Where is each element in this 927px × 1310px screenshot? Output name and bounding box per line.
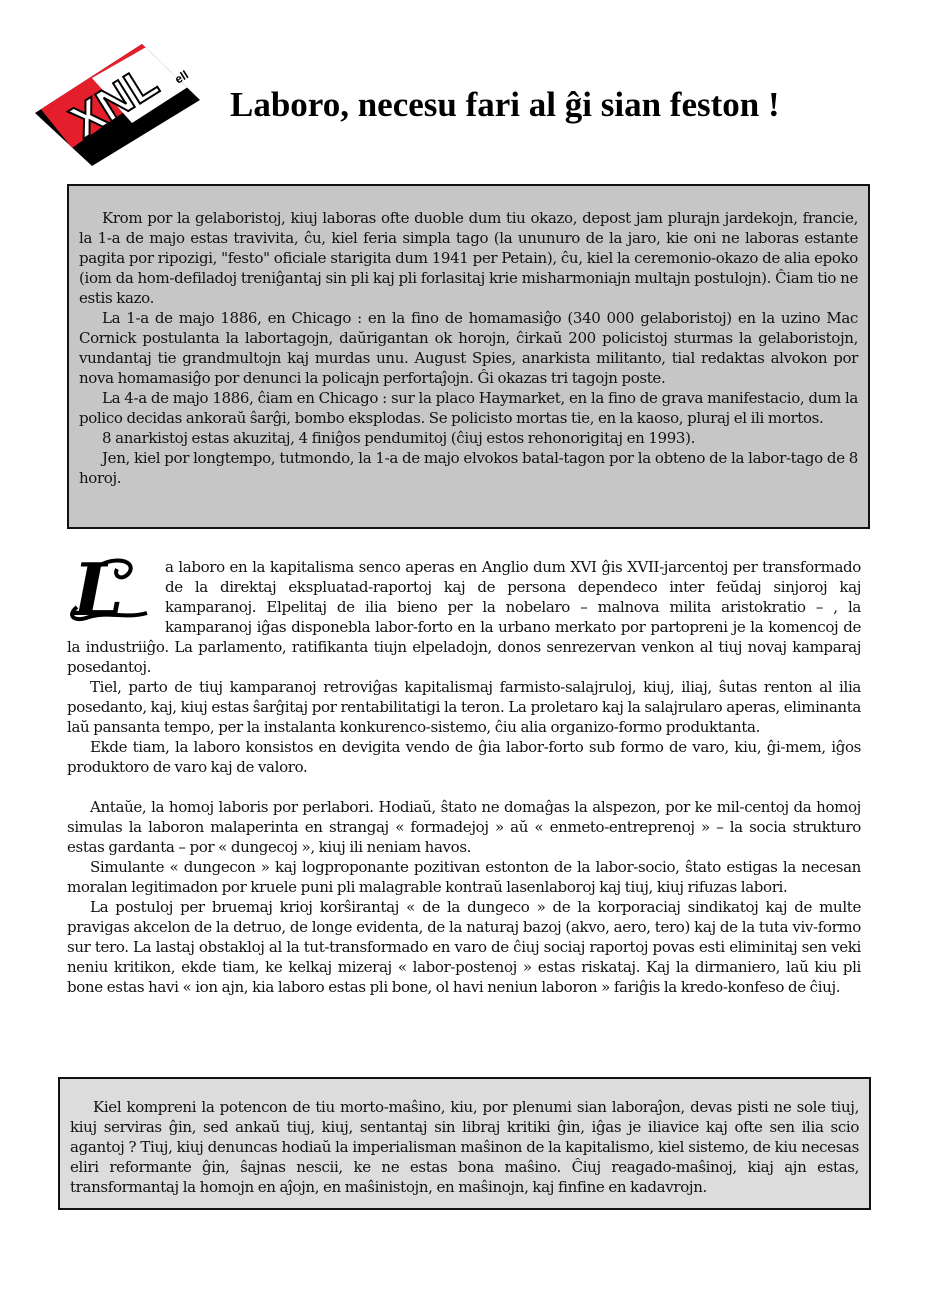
logo-superscript: ell bbox=[172, 67, 191, 87]
article-paragraph-4: Antaŭe, la homoj laboris por perlabori. Hodiaŭ, ŝtato ne domaĝas la alspezon, por ke mil-centoj da homoj simulas la laboron malaperinta en strangaj « formadejoj » aŭ « enmeto-entreprenoj » – la socia strukturo estas gardanta – por « dungecoj », kiuj ili neniam havos. bbox=[67, 798, 861, 856]
closing-box bbox=[58, 1077, 871, 1210]
article-paragraph-3: Ekde tiam, la laboro konsistos en devigita vendo de ĝia labor-forto sub formo de varo, kiu, ĝi-mem, iĝos produktoro de varo kaj de valoro. bbox=[67, 738, 861, 776]
intro-box bbox=[67, 184, 870, 529]
intro-paragraph-4: 8 anarkistoj estas akuzitaj, 4 finiĝos pendumitoj (ĉiuj estos rehonorigitaj en 1993). bbox=[102, 429, 696, 447]
intro-paragraph-1: Krom por la gelaboristoj, kiuj laboras ofte duoble dum tiu okazo, depost jam plurajn jardekojn, francie, la 1-a de majo estas travivita, ĉu, kiel feria simpla tago (la ununuro de la jaro, kie oni ne laboras estante pagita por ripozigi, "festo" oficiale starigita dum 1941 per Petain), ĉu, kiel la ceremonio-okazo de alia epoko (iom da hom-defiladoj treniĝantaj sin pli kaj pli forlasitaj krie misharmoniajn multajn postulojn). Ĉiam tio ne estis kazo. bbox=[79, 209, 858, 307]
intro-paragraph-3: La 4-a de majo 1886, ĉiam en Chicago : sur la placo Haymarket, en la fino de grava manifestacio, dum la polico decidas ankoraŭ ŝarĝi, bombo eksplodas. Se policisto mortas tie, en la kaoso, pluraj el ili mortos. bbox=[79, 389, 858, 427]
intro-paragraph-5: Jen, kiel por longtempo, tutmondo, la 1-a de majo elvokos batal-tagon por la obteno de la labor-tago de 8 horoj. bbox=[79, 449, 858, 487]
article-paragraph-5: Simulante « dungecon » kaj logproponante pozitivan estonton de la labor-socio, ŝtato estigas la necesan moralan legitimadon por kruele puni pli malagrable kontraŭ lasenlaboroj kaj tiuj, kiuj rifuzas labori. bbox=[67, 858, 861, 896]
closing-paragraph: Kiel kompreni la potencon de tiu morto-maŝino, kiu, por plenumi sian laboraĵon, devas pisti ne sole tiuj, kiuj serviras ĝin, sed ankaŭ tiuj, kiuj, sentantaj sin libraj kritiki ĝin, iĝas je iliavice kaj ofte sen ilia scio agantoj ? Tiuj, kiuj denuncas hodiaŭ la imperialisman maŝinon de la kapitalismo, kiel sistemo, de kiu necesas eliri reformante ĝin, ŝajnas nescii, ke ne estas bona maŝino. Ĉiuj reagado-maŝinoj, kiaj ajn estas, transformantaj la homojn en aĵojn, en maŝinistojn, en maŝinojn, kaj finfine en kadavrojn. bbox=[70, 1098, 859, 1196]
dropcap-l-ornament bbox=[67, 557, 155, 623]
logo-text: XNL bbox=[60, 54, 167, 148]
article-paragraph-2: Tiel, parto de tiuj kamparanoj retroviĝas kapitalismaj farmisto-salajruloj, kiuj, iliaj, ŝutas renton al ilia posedanto, kaj, kiuj estas ŝarĝitaj por rentabilitatigi la teron. La proletaro kaj la salajrularo aperas, eliminanta laŭ pansanta tempo, per la instalanta konkurenco-sistemo, ĉiu alia organizo-formo produktanta. bbox=[67, 678, 861, 736]
paragraph-spacer bbox=[67, 777, 861, 797]
xnl-logo bbox=[32, 38, 202, 168]
intro-paragraph-2: La 1-a de majo 1886, en Chicago : en la fino de homamasiĝo (340 000 gelaboristoj) en la uzino Mac Cornick postulanta la labortagojn, daŭrigantan ok horojn, ĉirkaŭ 200 policistoj sturmas la gelaboristojn, vundantaj tie grandmultojn kaj murdas unu. August Spies, anarkista militanto, tial redaktas alvokon por nova homamasiĝo por denunci la policajn perfortaĵojn. Ĝi okazas tri tagojn poste. bbox=[79, 309, 858, 387]
article-body bbox=[67, 557, 861, 997]
article-paragraph-1: a laboro en la kapitalisma senco aperas en Anglio dum XVI ĝis XVII-jarcentoj per transformado de la direktaj ekspluatad-raportoj kaj de persona dependeco inter feŭdaj sinjoroj kaj kamparanoj. Elpelitaj de ilia bieno per la nobelaro – malnova milita aristokratio – , la kamparanoj iĝas disponebla labor-forto en la urbano merkato por partopreni je la komencoj de la industriiĝo. La parlamento, ratifikanta tiujn elpeladojn, donos senrezervan venkon al tiuj novaj kamparaj posedantoj. bbox=[67, 558, 861, 676]
article-paragraph-6: La postuloj per bruemaj krioj korŝirantaj « de la dungeco » de la korporaciaj sindikatoj kaj de multe pravigas akcelon de la detruo, de longe evidenta, de la naturaj bazoj (akvo, aero, tero) kaj de la tuta viv-formo sur tero. La lastaj obstakloj al la tut-transformado en varo de ĉiuj sociaj raportoj povas esti eliminitaj sen veki neniu kritikon, ekde tiam, ke kelkaj mizeraj « labor-postenoj » estas riskataj. Kaj la dirmaniero, laŭ kiu pli bone estas havi « ion ajn, kia laboro estas pli bone, ol havi neniun laboron » fariĝis la kredo-konfeso de ĉiuj. bbox=[67, 898, 861, 996]
dropcap-letter: L bbox=[73, 557, 124, 623]
page-title: Laboro, necesu fari al ĝi sian feston ! bbox=[230, 85, 780, 124]
